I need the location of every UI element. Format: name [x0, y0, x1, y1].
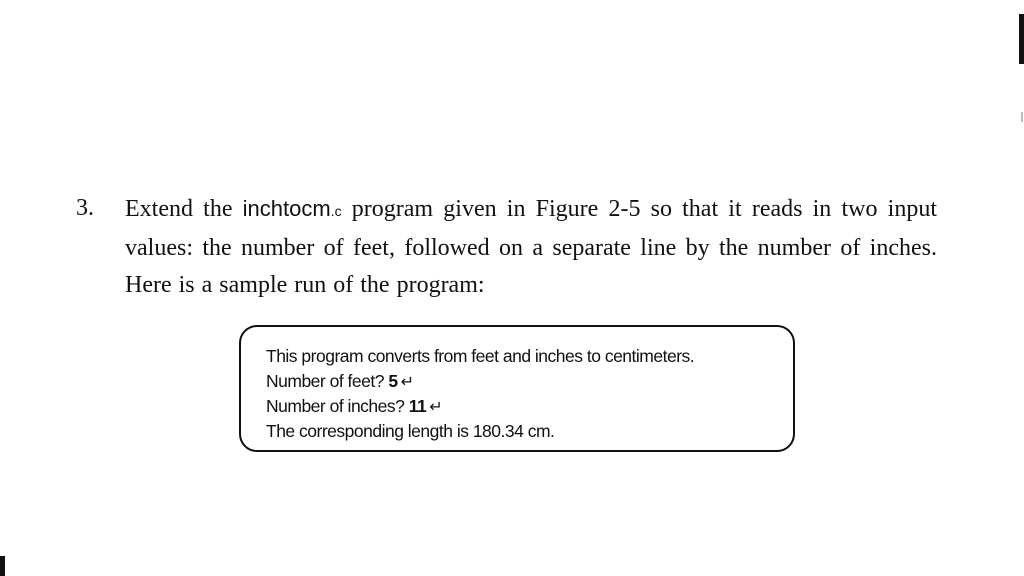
program-name: inchtocm [242, 196, 331, 221]
sample-run-output [266, 344, 694, 444]
exercise-line-2: values: the number of feet, followed on a separate line by the number of inches. [125, 235, 937, 261]
edge-mark-bottom [0, 556, 5, 576]
sample-line-1: This program converts from feet and inches to centimeters. [266, 346, 695, 366]
inches-prompt: Number of inches? [266, 396, 409, 416]
inches-input-value: 11 [408, 396, 427, 416]
sample-line-4: The corresponding length is 180.34 cm. [266, 421, 555, 441]
feet-prompt: Number of feet? [266, 371, 389, 391]
edge-mark-mid [1021, 112, 1023, 122]
exercise-text [125, 190, 937, 304]
exercise-line-1 [125, 190, 937, 230]
return-key-icon: ↵ [400, 374, 414, 391]
sample-run-box [239, 325, 795, 452]
exercise-line-3: Here is a sample run of the program: [125, 272, 485, 298]
program-extension: .c [330, 203, 342, 219]
edge-mark-top [1019, 14, 1024, 64]
feet-input-value: 5 [388, 371, 398, 391]
return-key-icon: ↵ [429, 399, 443, 416]
sample-line-2 [266, 369, 694, 394]
exercise-number: 3. [76, 195, 94, 221]
exercise-line-1-after: program given in Figure 2-5 so that it reads in two input [341, 196, 938, 222]
sample-line-3 [266, 394, 694, 419]
exercise-line-1-before: Extend the [125, 196, 243, 222]
